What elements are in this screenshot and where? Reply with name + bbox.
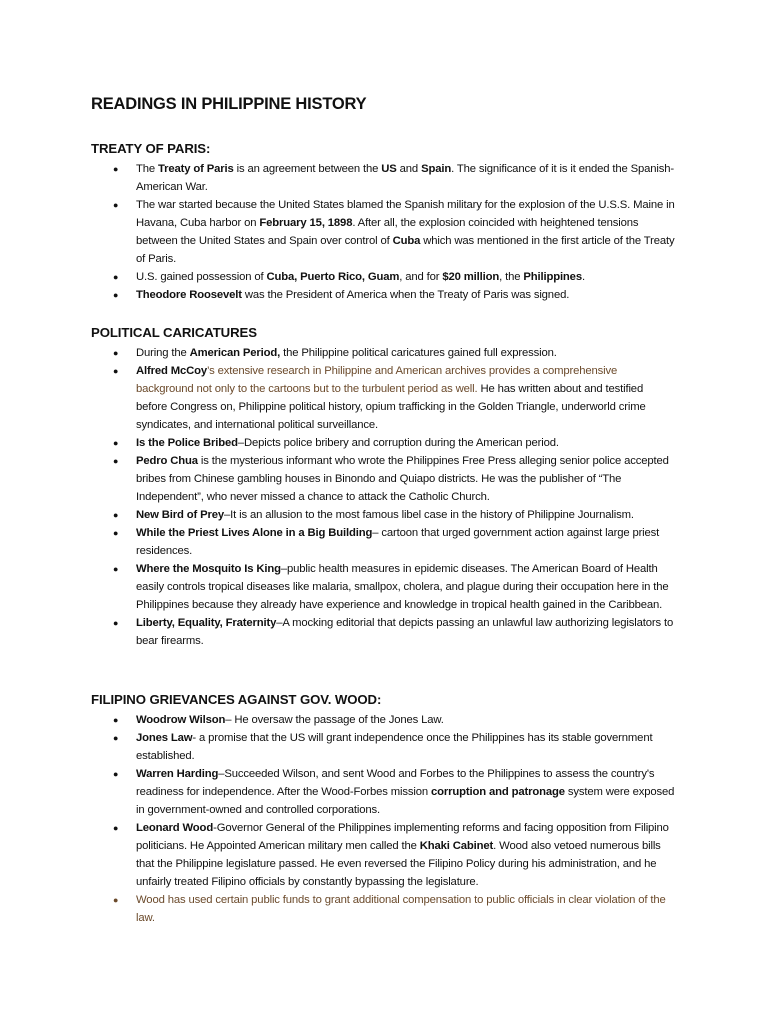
bullet-icon: ● <box>113 164 119 174</box>
list-item: ● Woodrow Wilson– He oversaw the passage of the Jones Law. <box>91 711 676 729</box>
bullet-icon: ● <box>113 823 119 833</box>
bullet-icon: ● <box>113 618 119 628</box>
bullet-icon: ● <box>113 564 119 574</box>
list-item: ● Leonard Wood-Governor General of the Philippines implementing reforms and facing opposition from Filipino politicians. He Appointed American military men called the Khaki Cabinet. Wood also vetoed numerous bills that the Philippine legislature passed. He even reversed the Filipino Policy during his administration, and he unfairly treated Filipino officials by constantly bypassing the legislature. <box>91 819 676 891</box>
list-item: ● Pedro Chua is the mysterious informant who wrote the Philippines Free Press alleging senior police accepted bribes from Chinese gambling houses in Binondo and Quiapo districts. He was the publisher of “The Independent”, who never missed a chance to attack the Catholic Church. <box>91 452 676 506</box>
list-item: ● Warren Harding–Succeeded Wilson, and sent Wood and Forbes to the Philippines to assess the country's readiness for independence. After the Wood-Forbes mission corruption and patronage system were exposed in government-owned and controlled corporations. <box>91 765 676 819</box>
bullet-icon: ● <box>113 895 119 905</box>
bullet-icon: ● <box>113 290 119 300</box>
list-item: ● Alfred McCoy’s extensive research in Philippine and American archives provides a comprehensive background not only to the cartoons but to the turbulent period as well. He has written about and testified before Congress on, Philippine political history, opium trafficking in the Golden Triangle, underworld crime syndicates, and international political surveillance. <box>91 362 676 434</box>
bullet-list <box>91 344 691 650</box>
bullet-list <box>91 711 691 927</box>
bullet-icon: ● <box>113 769 119 779</box>
list-item: ● Where the Mosquito Is King–public health measures in epidemic diseases. The American Board of Health easily controls tropical diseases like malaria, smallpox, cholera, and plague during their occupation here in the Philippines because they already have experience and knowledge in tropical health gained in the Caribbean. <box>91 560 676 614</box>
list-item: ● While the Priest Lives Alone in a Big Building– cartoon that urged government action against large priest residences. <box>91 524 676 560</box>
bullet-icon: ● <box>113 715 119 725</box>
list-item: ● The war started because the United States blamed the Spanish military for the explosion of the U.S.S. Maine in Havana, Cuba harbor on February 15, 1898. After all, the explosion coincided with heightened tensions between the United States and Spain over control of Cuba which was mentioned in the first article of the Treaty of Paris. <box>91 196 676 268</box>
bullet-icon: ● <box>113 733 119 743</box>
list-item: ● Wood has used certain public funds to grant additional compensation to public officials in clear violation of the law. <box>91 891 676 927</box>
list-item: ● Is the Police Bribed–Depicts police bribery and corruption during the American period. <box>91 434 676 452</box>
bullet-list <box>91 160 691 304</box>
section-heading: FILIPINO GRIEVANCES AGAINST GOV. WOOD: <box>91 692 382 707</box>
document-title: READINGS IN PHILIPPINE HISTORY <box>91 95 367 113</box>
list-item: ● Liberty, Equality, Fraternity–A mocking editorial that depicts passing an unlawful law authorizing legislators to bear firearms. <box>91 614 676 650</box>
section-treaty-of-paris <box>91 141 691 304</box>
bullet-icon: ● <box>113 366 119 376</box>
section-grievances-against-wood <box>91 692 691 927</box>
bullet-icon: ● <box>113 200 119 210</box>
list-item: ● Theodore Roosevelt was the President of America when the Treaty of Paris was signed. <box>91 286 676 304</box>
bullet-icon: ● <box>113 510 119 520</box>
bullet-icon: ● <box>113 272 119 282</box>
list-item: ● U.S. gained possession of Cuba, Puerto Rico, Guam, and for $20 million, the Philippines. <box>91 268 676 286</box>
section-heading: TREATY OF PARIS: <box>91 141 211 156</box>
section-political-caricatures <box>91 325 691 650</box>
list-item: ● New Bird of Prey–It is an allusion to the most famous libel case in the history of Philippine Journalism. <box>91 506 676 524</box>
list-item: ● The Treaty of Paris is an agreement between the US and Spain. The significance of it is it ended the Spanish-American War. <box>91 160 676 196</box>
list-item: ● Jones Law- a promise that the US will grant independence once the Philippines has its stable government established. <box>91 729 676 765</box>
bullet-icon: ● <box>113 348 119 358</box>
bullet-icon: ● <box>113 438 119 448</box>
list-item: ● During the American Period, the Philippine political caricatures gained full expression. <box>91 344 676 362</box>
section-heading: POLITICAL CARICATURES <box>91 325 257 340</box>
bullet-icon: ● <box>113 528 119 538</box>
bullet-icon: ● <box>113 456 119 466</box>
